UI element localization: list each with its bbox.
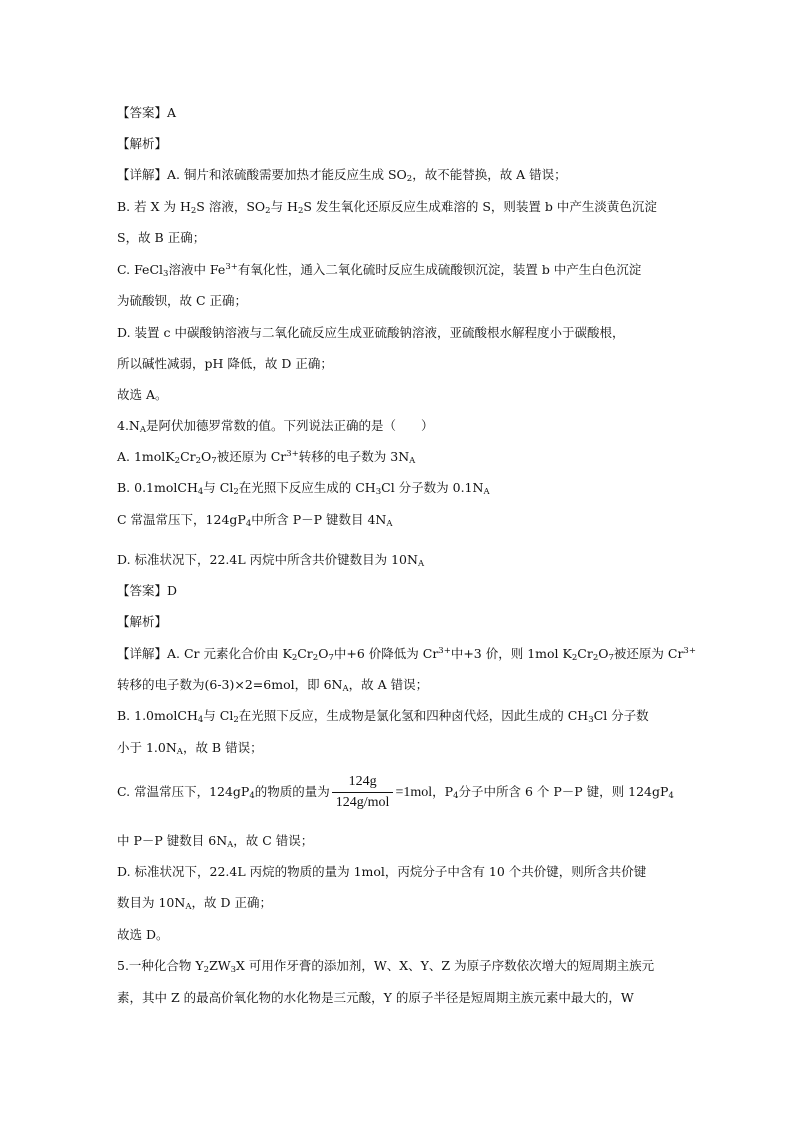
q4-detail-d-line1: D. 标准状况下，22.4L 丙烷的物质的量为 1mol，丙烷分子中含有 10 个共价键，则所含共价键 — [117, 864, 647, 879]
q4-option-b: B. 0.1molCH$_4$与 $Cl_2$在光照下反应生成的 $CH_3Cl$ 分子数为 $0.1N_A$ — [117, 480, 490, 497]
q4-answer: 【答案】D — [117, 583, 178, 598]
q4-analysis-heading: 【解析】 — [117, 614, 168, 629]
q3-analysis-heading: 【解析】 — [117, 136, 168, 151]
q3-choose: 故选 A。 — [117, 387, 168, 402]
fraction — [332, 774, 394, 811]
fraction-numerator: 124g — [332, 774, 394, 793]
q4-detail-a-line2: 转移的电子数为(6-3)×2=6mol，即 $6N_A$，故 A 错误； — [117, 677, 429, 694]
q3-detail-b-line2: S，故 B 正确； — [117, 230, 206, 245]
q4-option-d: D. 标准状况下，22.4L 丙烷中所含共价键数目为 $10N_A$ — [117, 552, 425, 569]
fraction-result: =1mol — [395, 785, 433, 800]
q3-detail-d-line2: 所以碱性减弱，pH 降低，故 D 正确； — [117, 356, 333, 371]
q4-choose: 故选 D。 — [117, 927, 169, 942]
q4-detail-c-line2: 中 P－P 键数目 $6N_A$，故 C 错误； — [117, 833, 314, 850]
q4-detail-c-line1: C. 常温常压下，$124gP_4$的物质的量为 $\frac{124g}{\text{124g/mol}}$ =1mol，$P_4$分子中所含 6 个 P－P 键，则 $124gP_4$ — [117, 774, 674, 810]
q4-detail-b-line1: B. 1.0molCH$_4$与 $Cl_2$在光照下反应，生成物是氯化氢和四种卤代烃，因此生成的 $CH_3Cl$ 分子数 — [117, 708, 649, 725]
q4-detail-a-line1: 【详解】A. Cr 元素化合价由 $K_2Cr_2O_7$中+6 价降低为 $Cr^{3+}$中+3 价，则 1mol $K_2Cr_2O_7$被还原为 $Cr^{3+}$ — [117, 646, 696, 663]
q3-answer: 【答案】A — [117, 105, 177, 120]
q5-stem-line2: 素，其中 Z 的最高价氧化物的水化物是三元酸，Y 的原子半径是短周期主族元素中最大的，W — [117, 990, 634, 1005]
q4-option-a: A. $1molK_2Cr_2O_7$被还原为 $Cr^{3+}$转移的电子数为 $3N_A$ — [117, 449, 416, 466]
q4-stem: $4.N_A$是阿伏加德罗常数的值。下列说法正确的是（ ） — [117, 418, 434, 435]
q5-stem-line1: 5.一种化合物 $Y_2ZW_3X$ 可用作牙膏的添加剂，W、X、Y、Z 为原子序数依次增大的短周期主族元 — [117, 958, 655, 975]
fraction-denominator: 124g/mol — [335, 795, 390, 810]
q3-detail-a: 【详解】A. 铜片和浓硫酸需要加热才能反应生成 $SO_2$，故不能替换，故 A 错误； — [117, 167, 567, 184]
q4-detail-b-line2: 小于 $1.0N_A$，故 B 错误； — [117, 740, 263, 757]
q3-detail-b-line1: B. 若 X 为 $H_2S$ 溶液，$SO_2$与 $H_2S$ 发生氧化还原反应生成难溶的 S，则装置 b 中产生淡黄色沉淀 — [117, 199, 657, 216]
q3-detail-d-line1: D. 装置 c 中碳酸钠溶液与二氧化硫反应生成亚硫酸钠溶液，亚硫酸根水解程度小于碳酸根， — [117, 325, 625, 340]
q3-detail-c-line1: C. FeCl$_3$溶液中 $Fe^{3+}$有氧化性，通入二氧化硫时反应生成硫酸钡沉淀，装置 b 中产生白色沉淀 — [117, 262, 642, 279]
q3-detail-c-line2: 为硫酸钡，故 C 正确； — [117, 293, 248, 308]
q4-detail-d-line2: 数目为 $10N_A$，故 D 正确； — [117, 895, 272, 912]
q4-option-c: C 常温常压下，$124gP_4$中所含 P－P 键数目 $4N_A$ — [117, 512, 393, 529]
